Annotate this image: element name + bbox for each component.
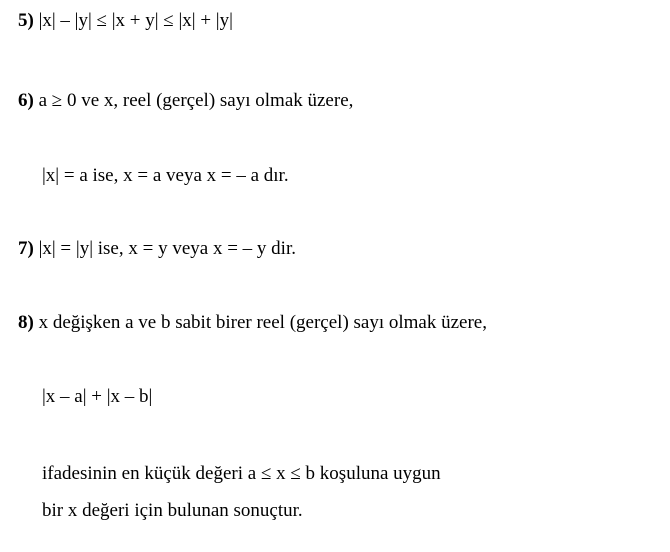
item-number: 7) <box>18 238 34 259</box>
item-text: x değişken a ve b sabit birer reel (gerçel) sayı olmak üzere, <box>33 312 487 333</box>
item-text: |x| – |y| ≤ |x + y| ≤ |x| + |y| <box>33 10 233 31</box>
item-8-expression: |x – a| + |x – b| <box>42 386 153 407</box>
item-5 <box>18 10 233 32</box>
item-6 <box>18 90 353 112</box>
item-number: 8) <box>18 312 34 333</box>
item-8 <box>18 312 487 334</box>
item-8-sub-line-1: ifadesinin en küçük değeri a ≤ x ≤ b koşuluna uygun <box>42 463 441 484</box>
item-number: 6) <box>18 90 34 111</box>
item-number: 5) <box>18 10 34 31</box>
item-text: |x| = |y| ise, x = y veya x = – y dir. <box>33 238 296 259</box>
item-6-sub: |x| = a ise, x = a veya x = – a dır. <box>42 165 289 186</box>
item-text: a ≥ 0 ve x, reel (gerçel) sayı olmak üzere, <box>33 90 354 111</box>
item-8-sub-line-2: bir x değeri için bulunan sonuçtur. <box>42 500 303 521</box>
item-7 <box>18 238 296 260</box>
